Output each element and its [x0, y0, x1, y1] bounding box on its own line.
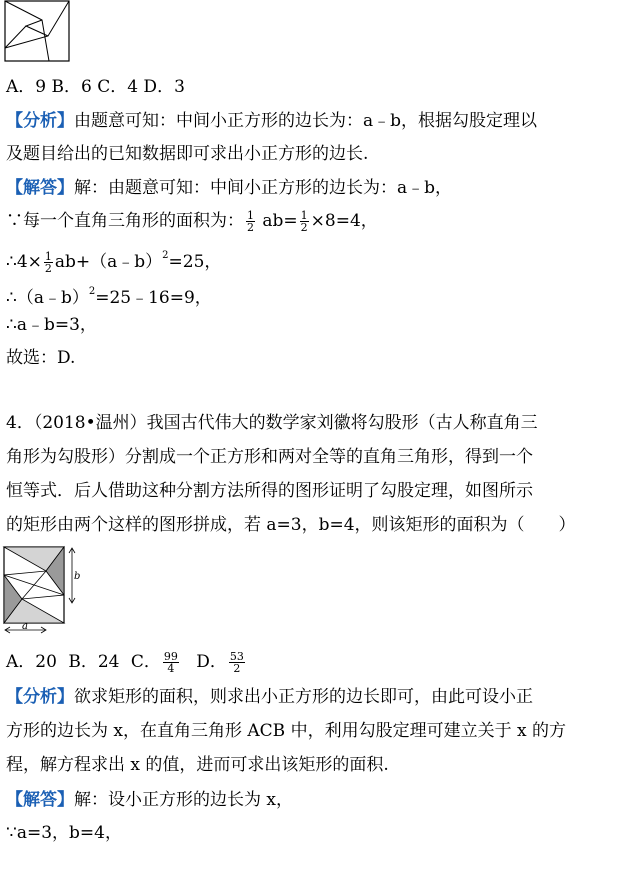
- fraction: $\frac{1}{2}$: [44, 250, 52, 275]
- option-b: B．24: [68, 652, 120, 672]
- q3-analysis-line2: 及题目给出的已知数据即可求出小正方形的边长.: [6, 144, 369, 164]
- q4-stem-line2: 角形为勾股形）分割成一个正方形和两对全等的直角三角形，得到一个: [6, 447, 533, 467]
- q4-stem-line4: 的矩形由两个这样的图形拼成，若 a=3，b=4，则该矩形的面积为（ ）: [6, 515, 576, 535]
- q4-analysis-line1: [6, 686, 533, 708]
- answer-tag: 【解答】: [6, 178, 74, 198]
- answer-text: 解：设小正方形的边长为 x，: [74, 790, 293, 810]
- q3-options: A．9 B．6 C．4 D．3: [6, 77, 185, 97]
- step-text: =25﹣16=9，: [95, 288, 212, 308]
- q3-analysis-line1: [6, 110, 537, 132]
- fraction: $\frac{1}{2}$: [247, 209, 254, 234]
- label-b: b: [74, 571, 81, 582]
- step-text: ∵每一个直角三角形的面积为：: [6, 211, 244, 231]
- fraction: $\frac{99}{4}$: [163, 650, 178, 675]
- step-text: ab=: [257, 211, 298, 231]
- label-a: a: [22, 621, 28, 632]
- q3-step4: ∴a﹣b=3，: [6, 315, 97, 335]
- fraction: $\frac{1}{2}$: [300, 209, 308, 234]
- analysis-tag: 【分析】: [6, 111, 74, 131]
- q3-choice: 故选：D.: [6, 348, 76, 368]
- pinwheel-square-figure: [4, 0, 70, 62]
- answer-tag: 【解答】: [6, 790, 74, 810]
- option-d: D．: [196, 652, 227, 672]
- step-text: ∴（a﹣b）: [6, 288, 89, 308]
- rectangle-triangles-figure: [2, 545, 86, 637]
- fraction: $\frac{53}{2}$: [229, 650, 244, 675]
- q4-answer-line2: ∵a=3，b=4，: [6, 823, 122, 843]
- step-text: ∴4×: [6, 252, 42, 272]
- q4-options: [6, 651, 247, 674]
- q3-answer-line1: [6, 177, 452, 199]
- q4-analysis-line3: 程，解方程求出 x 的值，进而可求出该矩形的面积.: [6, 755, 389, 775]
- analysis-text: 由题意可知：中间小正方形的边长为：a﹣b，根据勾股定理以: [74, 111, 538, 131]
- answer-text: 解：由题意可知：中间小正方形的边长为：a﹣b，: [74, 178, 453, 198]
- q4-stem-line1: 4．（2018•温州）我国古代伟大的数学家刘徽将勾股形（古人称直角三: [6, 413, 538, 433]
- step-text: =25，: [168, 252, 222, 272]
- option-c: C．: [130, 652, 161, 672]
- option-a: A．20: [6, 652, 57, 672]
- q4-answer-line1: [6, 789, 293, 811]
- step-text: ×8=4，: [310, 211, 378, 231]
- analysis-tag: 【分析】: [6, 687, 74, 707]
- q3-step2: [6, 245, 221, 274]
- superscript: 2: [88, 286, 96, 297]
- analysis-text: 欲求矩形的面积，则求出小正方形的边长即可，由此可设小正: [74, 687, 533, 707]
- step-text: ab+（a﹣b）: [54, 252, 163, 272]
- superscript: 2: [162, 250, 169, 261]
- q4-analysis-line2: 方形的边长为 x，在直角三角形 ACB 中，利用勾股定理可建立关于 x 的方: [6, 721, 566, 741]
- q3-step1: [6, 210, 378, 233]
- q3-step3: [6, 281, 212, 309]
- q4-stem-line3: 恒等式．后人借助这种分割方法所得的图形证明了勾股定理，如图所示: [6, 481, 533, 501]
